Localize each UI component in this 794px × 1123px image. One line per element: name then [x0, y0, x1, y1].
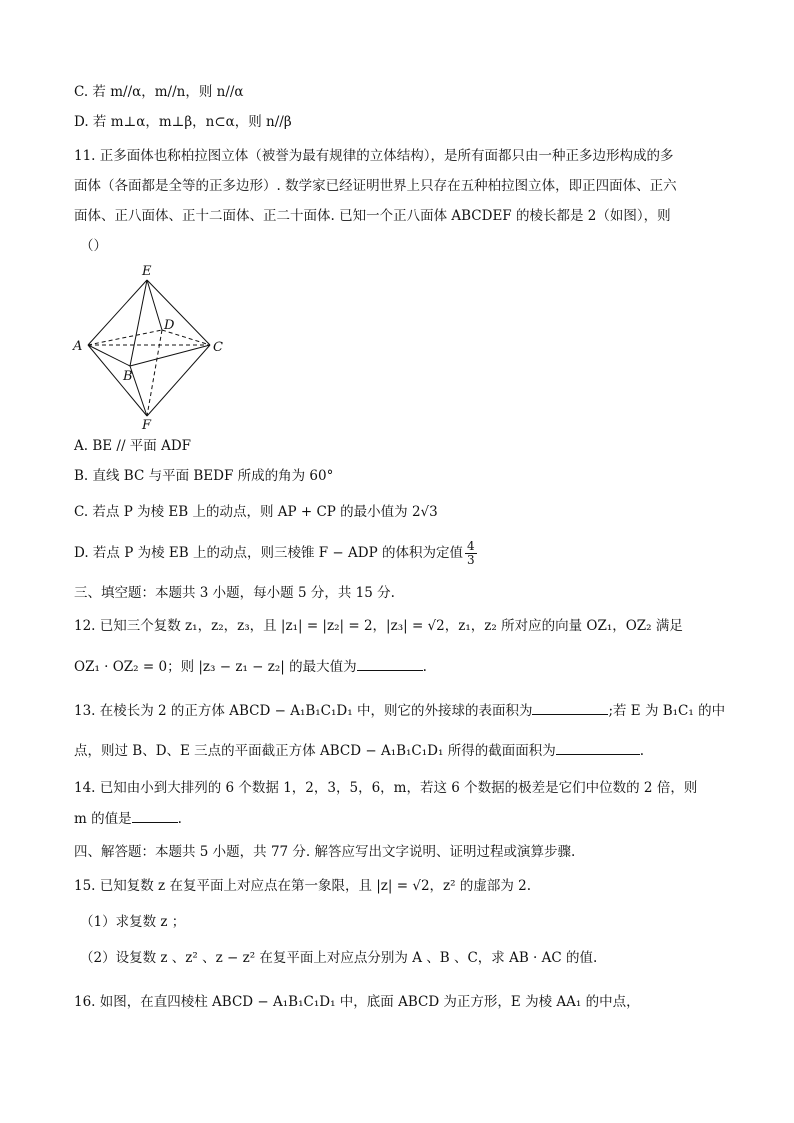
q11-option-d-text: D. 若点 P 为棱 EB 上的动点，则三棱锥 F − ADP 的体积为定值: [74, 545, 463, 561]
label-B: B: [123, 369, 133, 384]
q14-end: .: [177, 811, 182, 827]
octahedron-figure: [70, 262, 240, 432]
label-E: E: [142, 264, 152, 279]
q14-line-2: [74, 808, 182, 829]
q14-answer-blank[interactable]: [132, 808, 178, 823]
q11-option-d: [74, 540, 477, 567]
option-d-prev: D. 若 m⊥α，m⊥β，n⊂α，则 n//β: [74, 114, 292, 130]
q13-text-2: ;若 E 为 B₁C₁ 的中: [608, 703, 726, 719]
label-C: C: [213, 340, 223, 355]
q15-part-1: （1）求复数 z ；: [80, 914, 186, 930]
q11-line-2: 面体（各面都是全等的正多边形）. 数学家已经证明世界上只存在五种柏拉图立体，即正四面体、正六: [74, 178, 677, 194]
q14-text: m 的值是: [74, 811, 132, 827]
q12-answer-blank[interactable]: [357, 656, 423, 671]
q14-line-1: 14. 已知由小到大排列的 6 个数据 1，2，3，5，6，m，若这 6 个数据的极差是它们中位数的 2 倍，则: [74, 780, 698, 796]
edge-BC: [130, 345, 210, 366]
q13-line-1: [74, 700, 725, 721]
q13-answer-blank-1[interactable]: [532, 700, 608, 715]
edge-BE: [130, 280, 147, 366]
q13-text-1: 13. 在棱长为 2 的正方体 ABCD − A₁B₁C₁D₁ 中，则它的外接球的表面积为: [74, 703, 533, 719]
q12-text: OZ₁ · OZ₂ = 0；则 |z₃ − z₁ − z₂| 的最大值为: [74, 659, 357, 675]
q11-option-a: A. BE // 平面 ADF: [74, 438, 192, 454]
fraction-numerator: 4: [466, 539, 475, 553]
q11-option-b: B. 直线 BC 与平面 BEDF 所成的角为 60°: [74, 468, 334, 484]
section-3-heading: 三、填空题：本题共 3 小题，每小题 5 分，共 15 分.: [74, 585, 395, 601]
q16-stem: 16. 如图，在直四棱柱 ABCD − A₁B₁C₁D₁ 中，底面 ABCD 为正方形，E 为棱 AA₁ 的中点，: [74, 994, 640, 1010]
label-F: F: [142, 418, 152, 432]
q12-end: .: [422, 659, 427, 675]
q15-part-2: （2）设复数 z 、z² 、z − z² 在复平面上对应点分别为 A 、B 、C，求 AB · AC 的值.: [80, 950, 598, 966]
fraction-denominator: 3: [466, 553, 475, 567]
q13-end: .: [639, 743, 644, 759]
q11-line-1: 11. 正多面体也称柏拉图立体（被誉为最有规律的立体结构），是所有面都只由一种正多边形构成的多: [74, 148, 674, 164]
q12-line-1: 12. 已知三个复数 z₁，z₂，z₃，且 |z₁| = |z₂| = 2，|z₃| = √2，z₁，z₂ 所对应的向量 OZ₁，OZ₂ 满足: [74, 618, 683, 634]
edge-CF: [147, 345, 210, 416]
q11-answer-bracket: （）: [80, 238, 107, 254]
q12-line-2: [74, 656, 427, 677]
fraction-four-thirds: [465, 540, 477, 567]
edge-AF: [88, 345, 147, 416]
edge-AB: [88, 345, 130, 366]
q11-option-c: C. 若点 P 为棱 EB 上的动点，则 AP + CP 的最小值为 2√3: [74, 504, 438, 520]
q13-answer-blank-2[interactable]: [556, 740, 640, 755]
q11-line-3: 面体、正八面体、正十二面体、正二十面体. 已知一个正八面体 ABCDEF 的棱长都是 2（如图），则: [74, 208, 671, 224]
label-D: D: [164, 318, 175, 333]
q15-stem: 15. 已知复数 z 在复平面上对应点在第一象限，且 |z| = √2，z² 的虚部为 2.: [74, 878, 532, 894]
q13-text-3: 点，则过 B、D、E 三点的平面截正方体 ABCD − A₁B₁C₁D₁ 所得的截面面积为: [74, 743, 556, 759]
edge-DF: [147, 330, 162, 416]
q13-line-2: [74, 740, 644, 761]
section-4-heading: 四、解答题：本题共 5 小题，共 77 分. 解答应写出文字说明、证明过程或演算步骤.: [74, 844, 576, 860]
option-c-prev: C. 若 m//α，m//n，则 n//α: [74, 84, 244, 100]
label-A: A: [73, 339, 83, 354]
octahedron-diagram: [70, 262, 240, 432]
